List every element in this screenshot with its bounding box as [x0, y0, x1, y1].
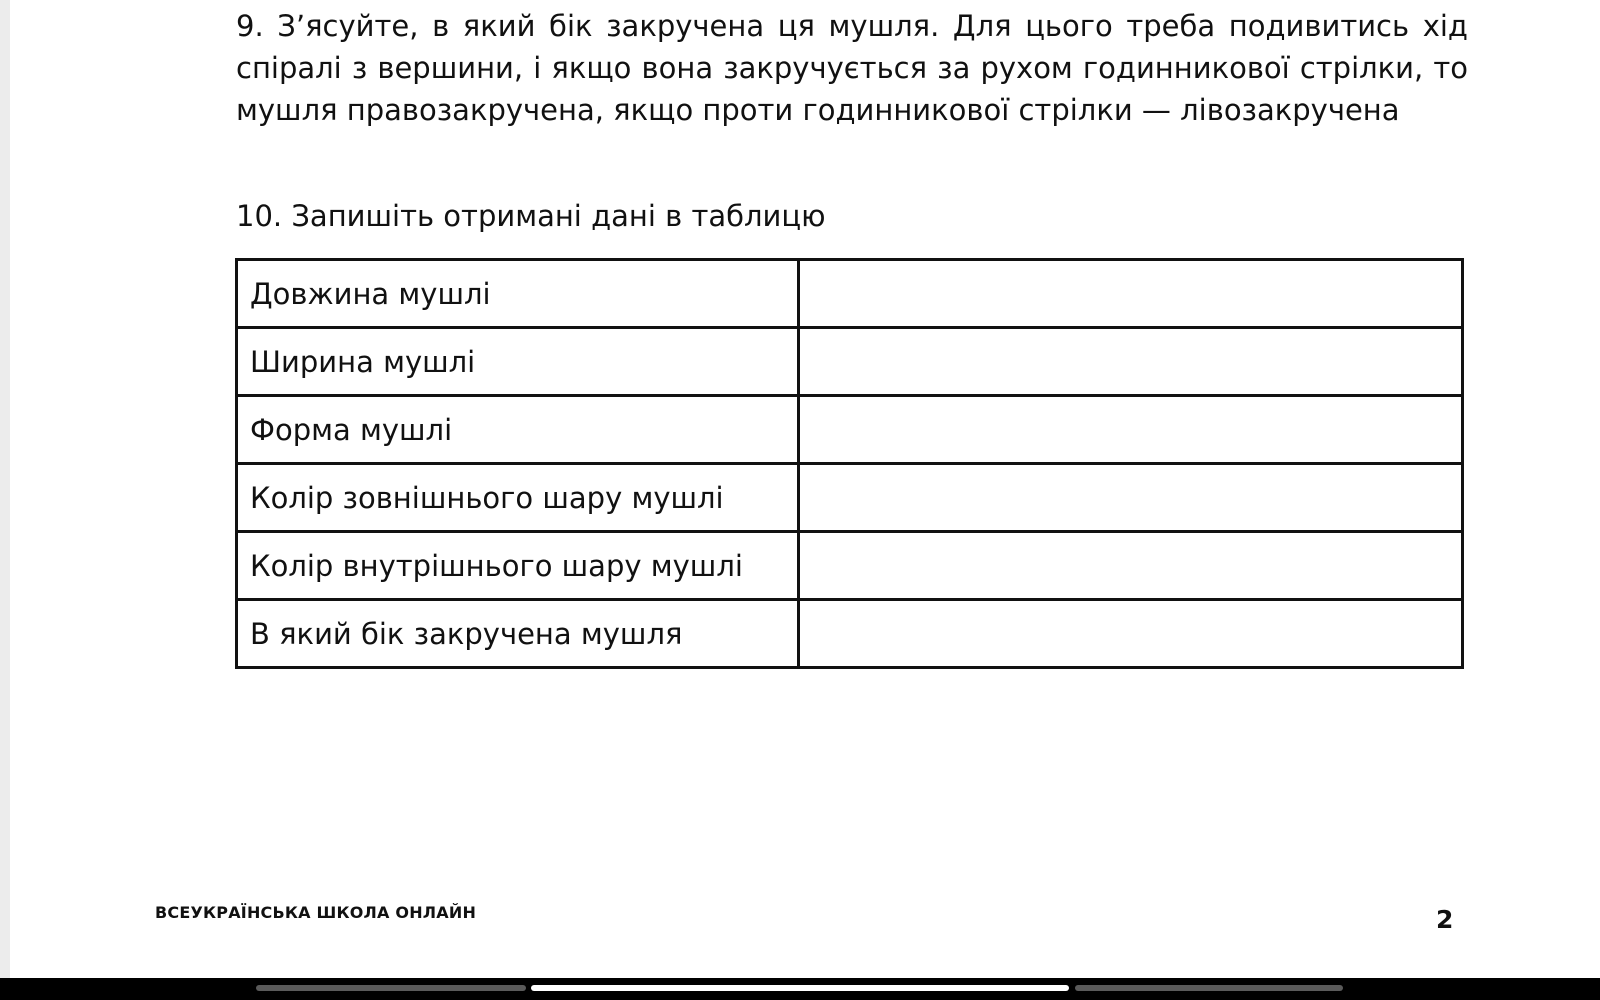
page-indicator-segment[interactable]: [1075, 985, 1343, 991]
row-label: В який бік закручена мушля: [237, 600, 799, 668]
table-row: [237, 464, 1463, 532]
page-number: 2: [1436, 905, 1454, 934]
row-value-cell[interactable]: [799, 396, 1463, 464]
table-row: [237, 260, 1463, 328]
row-label: Форма мушлі: [237, 396, 799, 464]
table-row: [237, 396, 1463, 464]
row-value-cell[interactable]: [799, 464, 1463, 532]
row-label: Ширина мушлі: [237, 328, 799, 396]
row-value-cell[interactable]: [799, 260, 1463, 328]
step-10-text: 10. Запишіть отримані дані в таблицю: [236, 199, 826, 233]
footer-school-name: ВСЕУКРАЇНСЬКА ШКОЛА ОНЛАЙН: [155, 903, 477, 922]
document-page: [10, 0, 1600, 978]
page-indicator-segment[interactable]: [256, 985, 526, 991]
row-label: Колір зовнішнього шару мушлі: [237, 464, 799, 532]
page-indicator-current[interactable]: [531, 985, 1069, 991]
shell-data-table: [235, 258, 1464, 669]
table-row: [237, 328, 1463, 396]
row-label: Колір внутрішнього шару мушлі: [237, 532, 799, 600]
page-indicator-bar: [0, 978, 1600, 1000]
step-9-text: 9. З’ясуйте, в який бік закручена ця мушля. Для цього треба подивитись хід спіралі з вершини, і якщо вона закручується за рухом годинникової стрілки, то мушля правозакручена, якщо проти годинникової стрілки — лівозакручена: [236, 9, 1468, 127]
table-row: [237, 600, 1463, 668]
row-label: Довжина мушлі: [237, 260, 799, 328]
row-value-cell[interactable]: [799, 600, 1463, 668]
row-value-cell[interactable]: [799, 328, 1463, 396]
row-value-cell[interactable]: [799, 532, 1463, 600]
table-row: [237, 532, 1463, 600]
